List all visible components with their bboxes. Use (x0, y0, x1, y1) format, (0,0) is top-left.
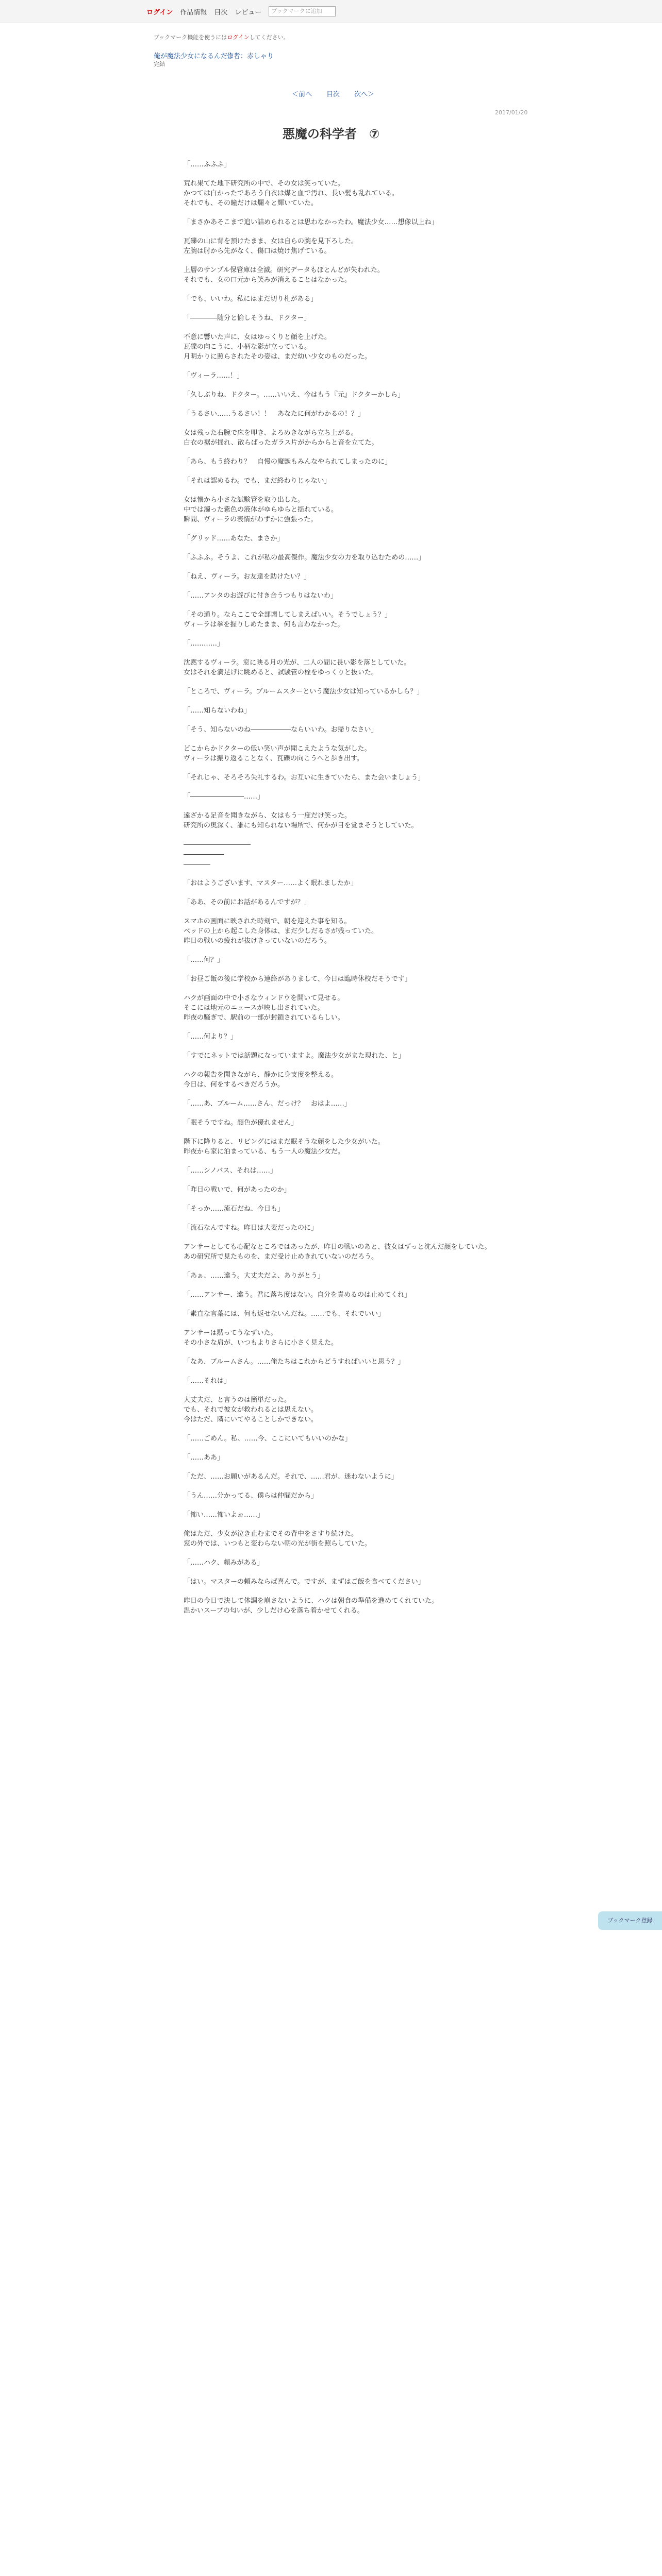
body-paragraph: 瓦礫の山に背を預けたまま、女は自らの腕を見下ろした。 左腕は肘から先がなく、傷口は焼け焦げている。 (184, 238, 358, 255)
body-paragraph: 上層のサンプル保管庫は全滅。研究データもほとんどが失われた。 それでも、女の口元から笑みが消えることはなかった。 (184, 266, 384, 284)
body-paragraph: 「そっか……流石だね、今日も」 (184, 1205, 285, 1213)
body-paragraph: どこからかドクターの低い笑い声が聞こえたような気がした。 ヴィーラは振り返ることなく、瓦礫の向こうへと歩き出す。 (184, 745, 371, 762)
body-paragraph: ハクが画面の中で小さなウィンドウを開いて見せる。 そこには地元のニュースが映し出されていた。 昨夜の騒ぎで、駅前の一部が封鎖されているらしい。 (184, 994, 344, 1022)
top-nav (146, 6, 336, 16)
body-paragraph: 「……ああ」 (184, 1454, 224, 1462)
body-paragraph: ハクの報告を聞きながら、静かに身支度を整える。 今日は、何をするべきだろうか。 (184, 1071, 338, 1089)
body-paragraph: アンサーとしても心配なところではあったが、昨日の戦いのあと、彼女はずっと沈んだ顔をしていた。 あの研究所で見たものを、まだ受け止めきれていないのだろう。 (184, 1243, 491, 1261)
body-paragraph: 「ただ、……お願いがあるんだ。それで、……君が、迷わないように」 (184, 1473, 398, 1481)
body-paragraph: 「そう、知らないのね――――――ならいいわ。お帰りなさい」 (184, 726, 378, 734)
prev-link[interactable]: ＜前へ (292, 91, 312, 98)
body-paragraph: 遠ざかる足音を聞きながら、女はもう一度だけ笑った。 研究所の奥深く、誰にも知られない場所で、何かが目を覚まそうとしていた。 (184, 812, 418, 829)
body-paragraph: 「ヴィーラ……！」 (184, 372, 244, 380)
body-paragraph: 「……ハク、頼みがある」 (184, 1559, 264, 1567)
login-notice (154, 33, 289, 41)
body-paragraph: 「……何より？」 (184, 1033, 238, 1041)
body-paragraph: アンサーは黙ってうなずいた。 その小さな肩が、いつもよりさらに小さく見えた。 (184, 1329, 338, 1347)
body-paragraph: 「……アンタのお遊びに付き合うつもりはないわ」 (184, 592, 337, 600)
body-paragraph: 階下に降りると、リビングにはまだ眠そうな顔をした少女がいた。 昨夜から家に泊まっている、もう一人の魔法少女だ。 (184, 1138, 385, 1156)
body-paragraph: 「……ふふふ」 (184, 161, 231, 168)
body-paragraph: 昨日の今日で決して体調を崩さないように、ハクは朝食の準備を進めてくれていた。 温かいスープの匂いが、少しだけ心を落ち着かせてくれる。 (184, 1597, 439, 1615)
body-paragraph: 荒れ果てた地下研究所の中で、その女は笑っていた。 かつては白かったであろう白衣は煤と血で汚れ、長い髪も乱れている。 それでも、その瞳だけは爛々と輝いていた。 (184, 180, 399, 207)
body-paragraph: ―――――――――― ―――――― ―――― (184, 841, 251, 868)
body-paragraph: 「久しぶりね、ドクター。……いいえ、今はもう『元』ドクターかしら」 (184, 391, 405, 399)
body-paragraph: 「昨日の戦いで、何があったのか」 (184, 1186, 291, 1194)
body-paragraph: 「それは認めるわ。でも、まだ終わりじゃない」 (184, 477, 331, 485)
body-paragraph: 「おはようございます、マスター……よく眠れましたか」 (184, 879, 357, 887)
next-link[interactable]: 次へ＞ (354, 91, 374, 98)
body-paragraph: 「怖い……怖いよぉ……」 (184, 1511, 264, 1519)
body-paragraph: 「でも、いいわ。私にはまだ切り札がある」 (184, 295, 318, 303)
body-paragraph: 沈黙するヴィーラ。窓に映る月の光が、二人の間に長い影を落としていた。 女はそれを満足げに眺めると、試験管の栓をゆっくりと抜いた。 (184, 659, 411, 676)
post-date: 2017/01/20 (495, 109, 528, 116)
body-paragraph: 「うるさい……うるさい！！ あなたに何がわかるの！？」 (184, 410, 365, 418)
body-paragraph: スマホの画面に映された時刻で、朝を迎えた事を知る。 ベッドの上から起こした身体は、まだ少しだるさが残っていた。 昨日の戦いの疲れが抜けきっていないのだろう。 (184, 918, 378, 945)
body-paragraph: 「――――随分と愉しそうね、ドクター」 (184, 314, 311, 322)
chapter-title: 悪魔の科学者 ⑦ (282, 127, 380, 141)
body-paragraph: 「すでにネットでは話題になっていますよ。魔法少女がまた現れた、と」 (184, 1052, 405, 1060)
body-paragraph: 「……知らないわね」 (184, 707, 251, 715)
top-bar (0, 0, 662, 23)
body-paragraph: 「お昼ご飯の後に学校から連絡がありまして、今日は臨時休校だそうです」 (184, 975, 411, 983)
body-paragraph: 女は残った右腕で床を叩き、よろめきながら立ち上がる。 白衣の裾が揺れ、散らばったガラス片がからからと音を立てた。 (184, 429, 378, 447)
body-paragraph: 「……シノバス、それは……」 (184, 1167, 277, 1175)
body-paragraph: 女は懐から小さな試験管を取り出した。 中では濁った紫色の液体がゆらゆらと揺れている。 瞬間、ヴィーラの表情がわずかに強張った。 (184, 496, 338, 523)
body-paragraph: 「なあ、ブルームさん。……俺たちはこれからどうすればいいと思う？」 (184, 1358, 405, 1366)
body-paragraph: 「眠そうですね。顔色が優れません」 (184, 1119, 298, 1127)
body-paragraph: 「流石なんですね。昨日は大変だったのに」 (184, 1224, 318, 1232)
body-paragraph: 「うん……分かってる、僕らは仲間だから」 (184, 1492, 318, 1500)
notice-login-link[interactable]: ログイン (227, 34, 250, 41)
body-paragraph: 「ねえ、ヴィーラ。お友達を助けたい？」 (184, 573, 310, 581)
body-paragraph: 「ふふふ。そうよ、これが私の最高傑作。魔法少女の力を取り込むための……」 (184, 554, 425, 562)
body-paragraph: 「それじゃ、そろそろ失礼するわ。お互いに生きていたら、また会いましょう」 (184, 774, 425, 782)
bookmark-add-button[interactable]: ブックマークに追加 (269, 6, 336, 16)
body-paragraph: 「……アンサー、違う。君に落ち度はない。自分を責めるのは止めてくれ」 (184, 1291, 411, 1299)
body-paragraph: 「――――――――……」 (184, 793, 264, 801)
login-link[interactable]: ログイン (146, 8, 173, 16)
body-paragraph: 「ところで、ヴィーラ。ブルームスターという魔法少女は知っているかしら？」 (184, 688, 424, 696)
body-paragraph: 「その通り。ならここで全部壊してしまえばいい。そうでしょう？」 ヴィーラは拳を握りしめたまま、何も言わなかった。 (184, 611, 392, 629)
nav-toc[interactable]: 目次 (214, 8, 228, 16)
body-paragraph: 「グリッド……あなた、まさか」 (184, 535, 284, 543)
body-paragraph: 「素直な言葉には、何も返せないんだね。……でも、それでいい」 (184, 1310, 385, 1318)
nav-review[interactable]: レビュー (235, 8, 262, 16)
body-paragraph: 「……何？」 (184, 956, 224, 964)
body-paragraph: 不意に響いた声に、女はゆっくりと顔を上げた。 瓦礫の向こうに、小柄な影が立っている。 月明かりに照らされたその姿は、まだ幼い少女のものだった。 (184, 333, 372, 361)
body-paragraph: 「……あ、ブルーム……さん、だっけ？ おはよ……」 (184, 1100, 351, 1108)
progress-label: 完結 (154, 61, 165, 67)
body-paragraph: 「あぁ、……違う。大丈夫だよ、ありがとう」 (184, 1272, 324, 1280)
body-paragraph: 俺はただ、少女が泣き止むまでその背中をさすり続けた。 窓の外では、いつもと変わらない朝の光が街を照らしていた。 (184, 1530, 372, 1548)
body-paragraph: 「まさかあそこまで追い詰められるとは思わなかったわ。魔法少女……想像以上ね」 (184, 218, 438, 226)
author-link[interactable]: 作者：赤しゃり (227, 53, 274, 60)
body-paragraph: 「…………」 (184, 640, 224, 648)
notice-pre: ブックマーク機能を使うには (154, 34, 227, 41)
body-paragraph: 「……ごめん。私、……今、ここにいてもいいのかな」 (184, 1435, 352, 1443)
nav-info[interactable]: 作品情報 (180, 8, 207, 16)
body-paragraph: 大丈夫だ、と言うのは簡単だった。 でも、それで彼女が救われるとは思えない。 今はただ、隣にいてやることしかできない。 (184, 1396, 318, 1423)
chapter-pager (292, 89, 374, 98)
body-paragraph: 「あら、もう終わり？ 自慢の魔獣もみんなやられてしまったのに」 (184, 458, 392, 466)
notice-post: してください。 (249, 34, 289, 41)
body-paragraph: 「ああ、その前にお話があるんですが？」 (184, 899, 311, 906)
chapter-body (184, 160, 493, 1625)
toc-link[interactable]: 目次 (326, 91, 340, 98)
bookmark-side-tab[interactable]: ブックマーク登録 (598, 1911, 662, 1930)
body-paragraph: 「はい。マスターの頼みならば喜んで。ですが、まずはご飯を食べてください」 (184, 1578, 425, 1586)
work-title-link[interactable]: 俺が魔法少女になるんだよ！ (154, 53, 241, 60)
body-paragraph: 「……それは」 (184, 1377, 231, 1385)
